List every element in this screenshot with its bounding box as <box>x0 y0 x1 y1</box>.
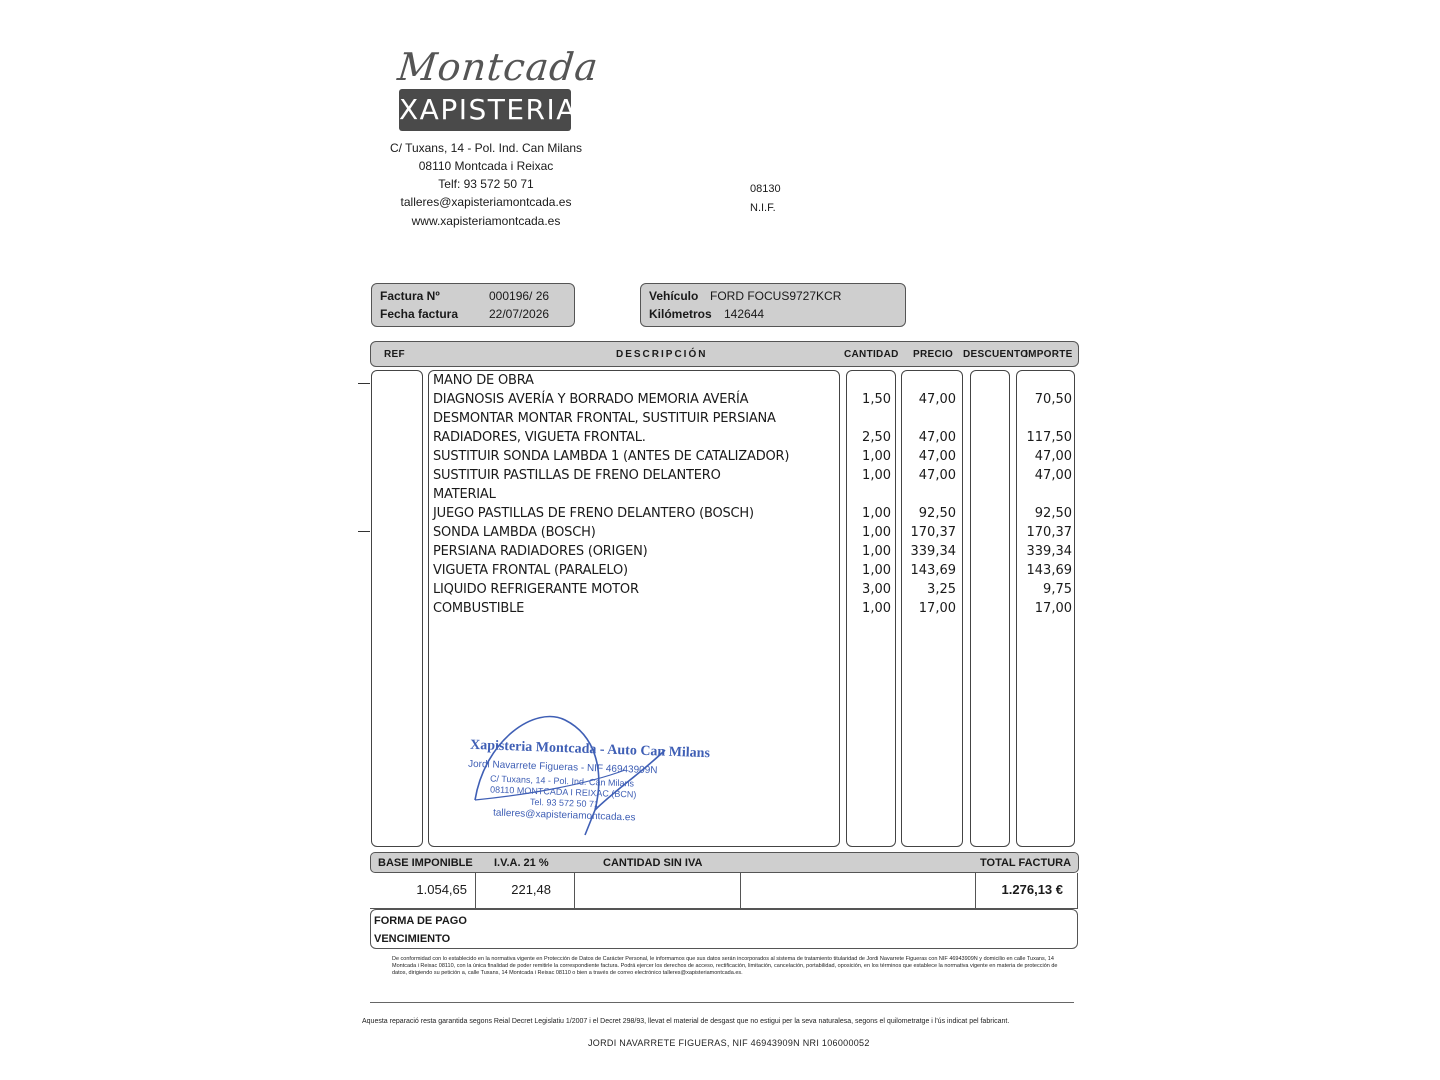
line-item-quantity: 1,00 <box>862 449 891 464</box>
base-label: BASE IMPONIBLE <box>378 857 473 869</box>
line-item-quantity: 1,50 <box>862 392 891 407</box>
line-item-price: 3,25 <box>927 582 956 597</box>
divider <box>370 1002 1074 1003</box>
company-city: 08110 Montcada i Reixac <box>418 159 554 173</box>
base-cell <box>370 873 476 909</box>
line-item-description: VIGUETA FRONTAL (PARALELO) <box>433 563 628 578</box>
stamp-line-5: Tel. 93 572 50 71 <box>529 796 600 810</box>
line-item-amount: 47,00 <box>1034 449 1072 464</box>
line-item-quantity: 1,00 <box>862 601 891 616</box>
iva-value: 221,48 <box>511 882 551 897</box>
company-address: C/ Tuxans, 14 - Pol. Ind. Can Milans <box>389 141 583 155</box>
header-descripcion: DESCRIPCIÓN <box>616 349 708 360</box>
line-item-price: 47,00 <box>918 430 956 445</box>
iva-label: I.V.A. 21 % <box>494 857 549 869</box>
invoice-number: 000196/ 26 <box>489 289 550 303</box>
line-item-amount: 143,69 <box>1026 563 1072 578</box>
line-item-amount: 117,50 <box>1026 430 1072 445</box>
invoice-number-label: Factura Nº <box>380 289 440 303</box>
line-item-description: PERSIANA RADIADORES (ORIGEN) <box>433 544 648 559</box>
vencimiento-label: VENCIMIENTO <box>374 933 451 945</box>
km-value: 142644 <box>724 307 765 321</box>
base-value: 1.054,65 <box>416 882 467 897</box>
line-item-amount: 339,34 <box>1026 544 1072 559</box>
header-importe: IMPORTE <box>1025 349 1073 360</box>
invoice-info-box <box>371 283 575 327</box>
header-cantidad: CANTIDAD <box>844 349 899 360</box>
line-item-amount: 17,00 <box>1034 601 1072 616</box>
footer-nif: JORDI NAVARRETE FIGUERAS, NIF 46943909N NRI 106000052 <box>588 1038 870 1048</box>
sin-iva-cell <box>574 873 741 909</box>
line-item-amount: 170,37 <box>1026 525 1072 540</box>
logo-script-text: Montcada <box>395 45 601 89</box>
stamp-line-2: Jordi Navarrete Figueras - NIF 46943909N <box>467 758 658 777</box>
header-precio: PRECIO <box>913 349 954 360</box>
vehicle-label: Vehículo <box>649 289 699 303</box>
stamp-line-1: Xapisteria Montcada - Auto Can Milans <box>469 737 711 762</box>
line-item-price: 47,00 <box>918 449 956 464</box>
table-header <box>370 341 1079 367</box>
line-item-description: SUSTITUIR PASTILLAS DE FRENO DELANTERO <box>433 468 721 483</box>
sin-iva-label: CANTIDAD SIN IVA <box>603 857 703 869</box>
fold-mark <box>358 531 370 532</box>
line-item-description: MATERIAL <box>433 487 496 502</box>
line-item-quantity: 1,00 <box>862 563 891 578</box>
line-item-description: COMBUSTIBLE <box>433 601 525 616</box>
line-item-quantity: 1,00 <box>862 506 891 521</box>
fold-mark <box>358 383 370 384</box>
legal-notice: De conformidad con lo establecido en la normativa vigente en Protección de Datos de Carácter Personal, le informamos que sus datos serán incorporados al sistema de tratamiento titularidad de Jordi Navarrete Figueras con NIF 46943909N y domicilio en calle Tuxans, 14 Montcada i Reixac 08110, con la única finalidad de poder remitirle la correspondiente factura. Podrá ejercer los derechos de acceso, rectificación, limitación, cancelación, portabilidad, oposición, en los términos que establece la normativa vigente en materia de protección de datos, dirigiendo su petición a, calle Tuxans, 14 Montcada i Reixac 08110 o bien a través de correo electrónico talleres@xapisteriamontcada.es. <box>392 956 1058 976</box>
company-stamp <box>465 710 711 840</box>
guarantee-notice: Aquesta reparació resta garantida segons Reial Decret Legislatiu 1/2007 i el Decret 298/93, llevat el material de desgast que no estigui per la seva naturalesa, segons el quilometratge i l'ús indicat pel fabricant. <box>362 1018 1010 1025</box>
line-item-quantity: 1,00 <box>862 544 891 559</box>
line-item-description: SUSTITUIR SONDA LAMBDA 1 (ANTES DE CATALIZADOR) <box>433 449 790 464</box>
line-item-price: 143,69 <box>910 563 956 578</box>
vehicle-info-box <box>640 283 906 327</box>
forma-pago-label: FORMA DE PAGO <box>374 915 467 927</box>
line-item-description: MANO DE OBRA <box>433 373 534 388</box>
client-postal: 08130 <box>750 183 781 195</box>
line-item-quantity: 1,00 <box>862 525 891 540</box>
line-item-price: 17,00 <box>918 601 956 616</box>
line-item-description: LIQUIDO REFRIGERANTE MOTOR <box>433 582 639 597</box>
line-item-description: SONDA LAMBDA (BOSCH) <box>433 525 596 540</box>
totals-row <box>370 873 1079 909</box>
stamp-line-4: 08110 MONTCADA I REIXAC (BCN) <box>489 784 637 800</box>
iva-cell <box>475 873 575 909</box>
invoice-date-label: Fecha factura <box>380 307 459 321</box>
logo-box: XAPISTERIA <box>399 89 571 131</box>
line-item-price: 92,50 <box>918 506 956 521</box>
line-item-price: 47,00 <box>918 468 956 483</box>
line-item-amount: 70,50 <box>1034 392 1072 407</box>
total-label: TOTAL FACTURA <box>980 857 1072 869</box>
vehicle-value: FORD FOCUS9727KCR <box>710 289 842 303</box>
payment-box <box>370 909 1078 949</box>
line-item-amount: 92,50 <box>1034 506 1072 521</box>
line-item-description: RADIADORES, VIGUETA FRONTAL. <box>433 430 646 445</box>
company-email: talleres@xapisteriamontcada.es <box>400 195 572 209</box>
client-nif-label: N.I.F. <box>750 202 776 214</box>
totals-header <box>370 852 1079 873</box>
total-cell <box>975 873 1078 909</box>
stamp-line-3: C/ Tuxans, 14 - Pol. Ind. Can Milans <box>489 773 635 789</box>
blank-cell <box>740 873 976 909</box>
line-item-price: 339,34 <box>910 544 956 559</box>
line-item-quantity: 2,50 <box>862 430 891 445</box>
line-item-price: 47,00 <box>918 392 956 407</box>
total-value: 1.276,13 € <box>1001 882 1063 897</box>
stamp-line-6: talleres@xapisteriamontcada.es <box>492 807 636 824</box>
line-item-price: 170,37 <box>910 525 956 540</box>
invoice-date: 22/07/2026 <box>489 307 550 321</box>
line-item-description: DIAGNOSIS AVERÍA Y BORRADO MEMORIA AVERÍA <box>433 392 749 407</box>
header-descuento: DESCUENTO <box>963 349 1029 360</box>
line-item-amount: 9,75 <box>1043 582 1072 597</box>
header-ref: REF <box>384 349 405 360</box>
ref-column <box>371 370 423 847</box>
company-phone: Telf: 93 572 50 71 <box>438 177 534 191</box>
km-label: Kilómetros <box>649 307 712 321</box>
discount-column <box>970 370 1010 847</box>
line-item-quantity: 3,00 <box>862 582 891 597</box>
line-item-description: JUEGO PASTILLAS DE FRENO DELANTERO (BOSCH) <box>433 506 754 521</box>
line-item-description: DESMONTAR MONTAR FRONTAL, SUSTITUIR PERSIANA <box>433 411 776 426</box>
line-item-amount: 47,00 <box>1034 468 1072 483</box>
line-item-quantity: 1,00 <box>862 468 891 483</box>
company-web: www.xapisteriamontcada.es <box>411 214 561 228</box>
